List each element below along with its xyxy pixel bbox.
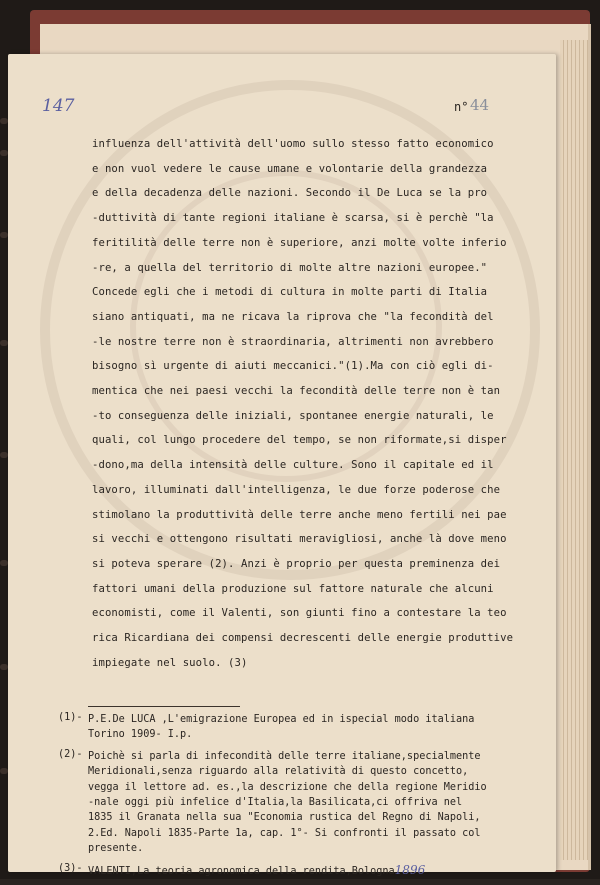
text-line: -re, a quella del territorio di molte altre nazioni europee." bbox=[92, 261, 488, 274]
text-line: -le nostre terre non è straordinaria, altrimenti non avrebbero bbox=[92, 335, 494, 348]
pencil-page-number: 147 bbox=[42, 96, 75, 116]
text-line: influenza dell'attività dell'uomo sullo stesso fatto economico bbox=[92, 138, 494, 150]
text-line: lavoro, illuminati dall'intelligenza, le due forze poderose che bbox=[92, 483, 501, 496]
footnote-line: 1835 il Granata nella sua "Economia rustica del Regno di Napoli, bbox=[88, 812, 481, 824]
text-line: quali, col lungo procedere del tempo, se non riformate,si disper bbox=[92, 434, 507, 447]
footnote-text: VALENTI,La teoria agronomica della rendita,Bologna bbox=[88, 865, 395, 877]
footnote-divider bbox=[88, 706, 240, 707]
text-line: si vecchi e ottengono risultati meravigliosi, anche là dove meno bbox=[92, 533, 507, 546]
footnote-label: (1)- bbox=[58, 712, 83, 723]
text-line: -to conseguenza delle iniziali, spontanee energie naturali, le bbox=[92, 409, 494, 422]
text-line: stimolano la produttività delle terre anche meno fertili nei pae bbox=[92, 508, 507, 521]
footnote-line: Meridionali,senza riguardo alla relatività di questo concetto, bbox=[88, 766, 469, 778]
binding-holes bbox=[0, 0, 8, 879]
text-line: mentica che nei paesi vecchi la fecondità delle terre non è tan bbox=[92, 385, 501, 398]
text-line: impiegate nel suolo. (3) bbox=[92, 656, 248, 669]
footnote-3 bbox=[58, 863, 528, 879]
footnote-line: P.E.De LUCA ,L'emigrazione Europea ed in ispecial modo italiana bbox=[88, 714, 475, 725]
footnote-label: (3)- bbox=[58, 862, 83, 874]
pencil-page-number-right: 44 bbox=[470, 96, 490, 114]
text-line: rica Ricardiana dei compensi decrescenti delle energie produttive bbox=[92, 632, 514, 645]
text-line: bisogno sì urgente di aiuti meccanici."(1).Ma con ciò egli di- bbox=[92, 360, 494, 373]
handwritten-year: 1896 bbox=[394, 862, 426, 877]
footnote-line: Torino 1909- I.p. bbox=[88, 729, 193, 741]
text-line: e non vuol vedere le cause umane e volontarie della grandezza bbox=[92, 162, 488, 175]
body-text bbox=[92, 132, 522, 675]
text-line: feritilità delle terre non è superiore, anzi molte volte inferio bbox=[92, 236, 507, 249]
text-line: siano antiquati, ma ne ricava la riprova che "la fecondità del bbox=[92, 310, 494, 323]
text-line: -dono,ma della intensità delle culture. Sono il capitale ed il bbox=[92, 459, 494, 472]
footnote-label: (2)- bbox=[58, 748, 83, 760]
footnote-line: presente. bbox=[88, 843, 144, 855]
text-line: Concede egli che i metodi di cultura in molte parti di Italia bbox=[92, 286, 488, 299]
footnote-line: -nale oggi più infelice d'Italia,la Basilicata,ci offriva nel bbox=[88, 797, 463, 809]
footnote-1 bbox=[58, 712, 528, 743]
footnote-line: vegga il lettore ad. es.,la descrizione che della regione Meridio bbox=[88, 781, 487, 793]
text-line: fattori umani della produzione sul fattore naturale che alcuni bbox=[92, 582, 494, 595]
text-line: e della decadenza delle nazioni. Secondo il De Luca se la pro bbox=[92, 187, 488, 200]
footnote-2 bbox=[58, 749, 528, 857]
text-line: si poteva sperare (2). Anzi è proprio per questa preminenza dei bbox=[92, 557, 501, 570]
typed-page-number: n° bbox=[454, 100, 469, 114]
footnote-line bbox=[88, 863, 528, 879]
footnote-line: 2.Ed. Napoli 1835-Parte 1a, cap. 1°- Si confronti il passato col bbox=[88, 827, 481, 839]
page-edges bbox=[560, 40, 588, 860]
text-line: economisti, come il Valenti, son giunti fino a contestare la teo bbox=[92, 607, 507, 620]
footnotes bbox=[58, 712, 528, 885]
footnote-line: Poichè si parla di infecondità delle terre italiane,specialmente bbox=[88, 750, 481, 762]
text-line: -duttività di tante regioni italiane è scarsa, si è perchè "la bbox=[92, 212, 494, 225]
